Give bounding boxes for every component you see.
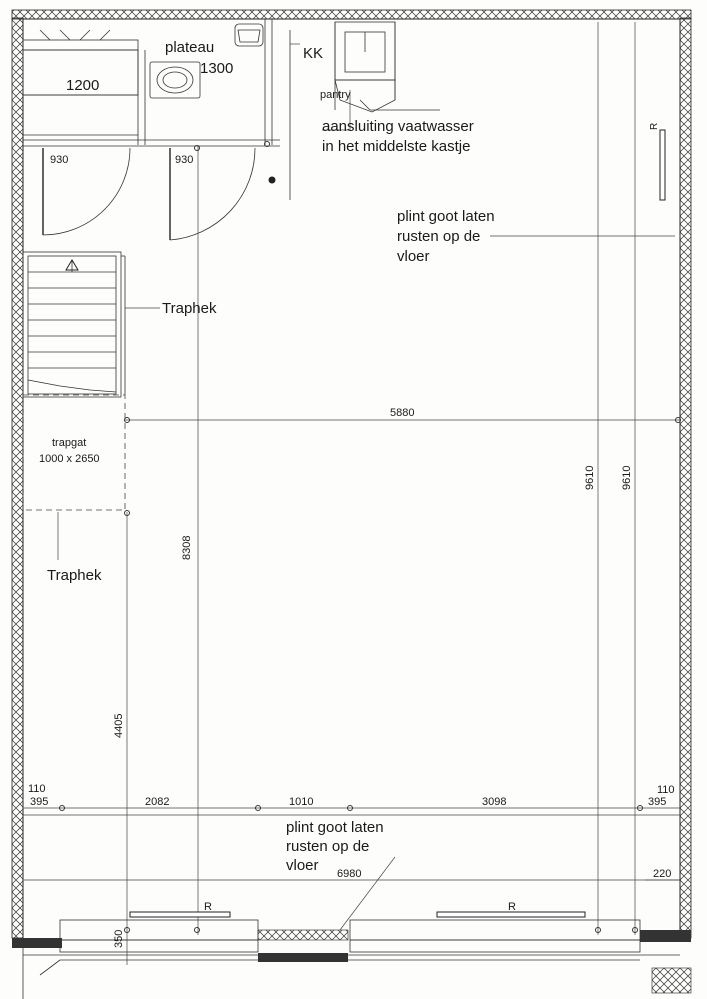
dim-1300: 1300	[200, 60, 234, 77]
wall-bottom-mid-dark	[258, 953, 348, 962]
dim-4405: 4405	[113, 713, 125, 738]
dim-110-right: 110	[657, 784, 675, 796]
dim-9610-left: 9610	[584, 465, 596, 490]
wall-bottom-right-hatch	[652, 968, 691, 993]
radiator-right	[660, 130, 665, 200]
dim-395-right: 395	[648, 796, 667, 808]
dim-930-middle: 930	[175, 154, 194, 166]
label-radiator-bottom-left: R	[204, 901, 212, 913]
label-plinth-bottom-3: vloer	[286, 857, 319, 874]
dim-1200: 1200	[66, 77, 100, 94]
dim-110-left: 110	[28, 783, 46, 795]
wall-right	[680, 18, 691, 938]
dim-2082: 2082	[145, 796, 170, 808]
label-trapgat: trapgat	[52, 437, 87, 449]
label-radiator-bottom-right: R	[508, 901, 516, 913]
radiator-bottom-left	[130, 912, 230, 917]
wall-bottom-left	[12, 938, 62, 948]
wall-top	[12, 10, 691, 19]
toilet	[150, 62, 200, 98]
dim-930-left: 930	[50, 154, 69, 166]
wall-left	[12, 18, 23, 938]
label-plinth-bottom-2: rusten op de	[286, 838, 370, 855]
label-dishwasher-2: in het middelste kastje	[322, 138, 471, 155]
dim-8308: 8308	[181, 535, 193, 560]
wall-bottom-right	[640, 930, 691, 942]
dim-395-left: 395	[30, 796, 49, 808]
label-plinth-top-2: rusten op de	[397, 228, 481, 245]
dim-5880: 5880	[390, 407, 415, 419]
label-kk: KK	[303, 45, 324, 62]
label-plinth-bottom-1: plint goot laten	[286, 819, 384, 836]
pantry-cabinets	[335, 22, 440, 112]
label-plinth-top-1: plint goot laten	[397, 208, 495, 225]
wash-basin	[235, 24, 263, 46]
label-traphek-lower: Traphek	[47, 567, 102, 584]
dim-350: 350	[113, 929, 125, 948]
label-trapgat-size: 1000 x 2650	[39, 453, 100, 465]
dim-1010: 1010	[289, 796, 314, 808]
label-pantry: pantry	[320, 89, 351, 101]
dim-220: 220	[653, 868, 672, 880]
dim-3098: 3098	[482, 796, 507, 808]
label-plateau: plateau	[165, 39, 215, 56]
dim-6980: 6980	[337, 868, 362, 880]
label-radiator-right: R	[649, 122, 660, 130]
label-traphek-upper: Traphek	[162, 300, 217, 317]
staircase	[23, 252, 125, 397]
label-plinth-top-3: vloer	[397, 248, 430, 265]
label-dishwasher-1: aansluiting vaatwasser	[322, 118, 474, 135]
wall-bottom-mid-hatch	[258, 930, 348, 940]
dim-9610-right: 9610	[621, 465, 633, 490]
